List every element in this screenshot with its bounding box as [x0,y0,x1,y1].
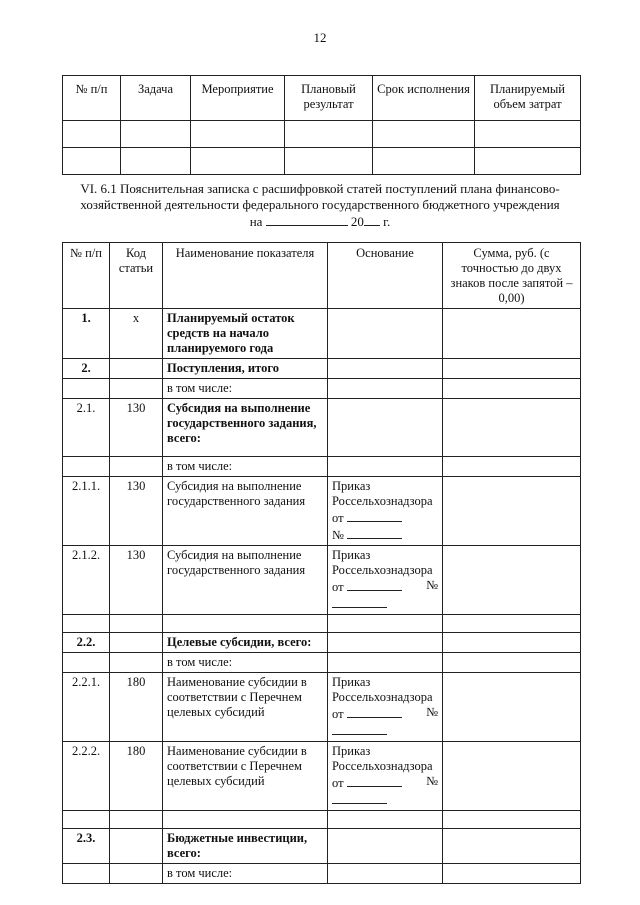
row-num: 2.3. [63,829,110,864]
table-cell [373,148,475,175]
table-cell [285,148,373,175]
number-blank-line [332,722,387,735]
row-name: Целевые субсидии, всего: [163,633,328,653]
table-row [63,379,581,399]
row-name: Планируемый остаток средств на начало планируемого года [163,309,328,359]
table-row [63,148,581,175]
row-name: в том числе: [163,653,328,673]
basis-order-label: Приказ [332,479,371,493]
date-blank-line [266,213,348,226]
row-code [110,864,163,884]
basis-order-label: Приказ [332,548,371,562]
row-sum [443,615,581,633]
table-row [63,477,581,546]
row-basis [328,615,443,633]
row-basis [328,633,443,653]
table-cell [121,148,191,175]
row-code [110,359,163,379]
row-code: х [110,309,163,359]
basis-from-label: от [332,511,344,525]
row-sum [443,379,581,399]
row-basis [328,653,443,673]
basis-number-line [332,526,438,543]
basis-date-line [332,509,438,526]
row-sum [443,829,581,864]
row-num: 2.2. [63,633,110,653]
row-sum [443,477,581,546]
plan-tasks-table [62,75,581,175]
row-name: в том числе: [163,457,328,477]
header-code: Код статьи [110,243,163,309]
row-sum [443,457,581,477]
page-number: 12 [313,30,327,45]
table-row [63,457,581,477]
row-basis [328,399,443,457]
row-sum [443,864,581,884]
row-num: 2.2.2. [63,742,110,811]
basis-agency-label: Россельхознадзора [332,690,433,704]
table-cell [475,148,581,175]
row-sum [443,653,581,673]
row-sum [443,309,581,359]
header-activity: Мероприятие [191,76,285,121]
table-cell [121,121,191,148]
caption-line-3 [55,213,585,230]
caption-on-label: на [249,214,263,229]
basis-number-line [332,791,438,808]
row-basis [328,742,443,811]
basis-number-line [332,722,438,739]
caption-line-2: хозяйственной деятельности федерального государственного бюджетного учреждения [80,197,560,212]
row-name: Наименование субсидии в соответствии с Перечнем целевых субсидий [163,742,328,811]
row-num: 1. [63,309,110,359]
row-code: 130 [110,399,163,457]
row-code [110,653,163,673]
table-row [63,309,581,359]
row-name [163,811,328,829]
row-num: 2.1.2. [63,546,110,615]
row-basis [328,309,443,359]
row-sum [443,742,581,811]
basis-order-label: Приказ [332,675,371,689]
row-num [63,653,110,673]
basis-from-label: от [332,707,344,721]
table-cell [191,148,285,175]
row-num: 2.1.1. [63,477,110,546]
table-cell [191,121,285,148]
table-row [63,653,581,673]
table-row [63,359,581,379]
row-name: Субсидия на выполнение государственного задания [163,546,328,615]
row-name: Субсидия на выполнение государственного задания [163,477,328,546]
basis-agency-label: Россельхознадзора [332,759,433,773]
header-num: № п/п [63,243,110,309]
row-sum [443,811,581,829]
row-num [63,864,110,884]
caption-year-suffix: г. [383,214,391,229]
basis-from-label: от [332,580,344,594]
row-num [63,379,110,399]
basis-date-line [332,578,438,595]
caption-line-1: VI. 6.1 Пояснительная записка с расшифровкой статей поступлений плана финансово- [80,181,560,196]
row-code [110,379,163,399]
number-blank-line [332,791,387,804]
table-cell [285,121,373,148]
date-blank-line [347,774,402,787]
row-basis [328,359,443,379]
row-num: 2.1. [63,399,110,457]
row-sum [443,546,581,615]
row-sum [443,673,581,742]
row-num [63,615,110,633]
row-basis [328,546,443,615]
row-name: Наименование субсидии в соответствии с Перечнем целевых субсидий [163,673,328,742]
row-code [110,811,163,829]
header-sum: Сумма, руб. (с точностью до двух знаков после запятой – 0,00) [443,243,581,309]
row-code: 130 [110,546,163,615]
row-name: Поступления, итого [163,359,328,379]
row-sum [443,359,581,379]
basis-agency-label: Россельхознадзора [332,494,433,508]
row-code [110,829,163,864]
table-row [63,399,581,457]
table-row [63,546,581,615]
year-blank-line [364,213,380,226]
table-row [63,615,581,633]
header-deadline: Срок исполнения [373,76,475,121]
row-num [63,457,110,477]
row-name: Субсидия на выполнение государственного задания, всего: [163,399,328,457]
row-basis [328,864,443,884]
basis-agency-label: Россельхознадзора [332,563,433,577]
table-row [63,811,581,829]
basis-date-line [332,705,438,722]
table-row [63,864,581,884]
row-code [110,633,163,653]
row-basis [328,829,443,864]
basis-number-line [332,595,438,612]
row-sum [443,399,581,457]
row-code [110,457,163,477]
row-name: в том числе: [163,864,328,884]
row-name: в том числе: [163,379,328,399]
basis-no-label: № [426,774,438,788]
date-blank-line [347,578,402,591]
row-code: 130 [110,477,163,546]
header-task: Задача [121,76,191,121]
table-row [63,673,581,742]
table-cell [63,121,121,148]
row-name [163,615,328,633]
row-num: 2. [63,359,110,379]
row-num: 2.2.1. [63,673,110,742]
number-blank-line [332,595,387,608]
header-indicator-name: Наименование показателя [163,243,328,309]
basis-no-label: № [426,578,438,592]
row-num [63,811,110,829]
revenue-explanation-table [62,242,581,884]
basis-order-label: Приказ [332,744,371,758]
row-sum [443,633,581,653]
header-planned-costs: Планируемый объем затрат [475,76,581,121]
table-cell [475,121,581,148]
row-basis [328,477,443,546]
row-code: 180 [110,673,163,742]
table-cell [373,121,475,148]
basis-date-line [332,774,438,791]
number-blank-line [347,526,402,539]
table-row [63,121,581,148]
row-code: 180 [110,742,163,811]
table-cell [63,148,121,175]
header-basis: Основание [328,243,443,309]
basis-no-label: № [426,705,438,719]
table-row [63,829,581,864]
table-row [63,633,581,653]
header-num: № п/п [63,76,121,121]
table-row [63,742,581,811]
row-basis [328,673,443,742]
basis-from-label: от [332,776,344,790]
row-basis [328,379,443,399]
basis-no-label: № [332,528,344,542]
date-blank-line [347,705,402,718]
row-basis [328,457,443,477]
row-code [110,615,163,633]
date-blank-line [347,509,402,522]
header-planned-result: Плановый результат [285,76,373,121]
row-name: Бюджетные инвестиции, всего: [163,829,328,864]
section-caption [55,181,585,230]
caption-year: 20 [350,214,364,229]
row-basis [328,811,443,829]
